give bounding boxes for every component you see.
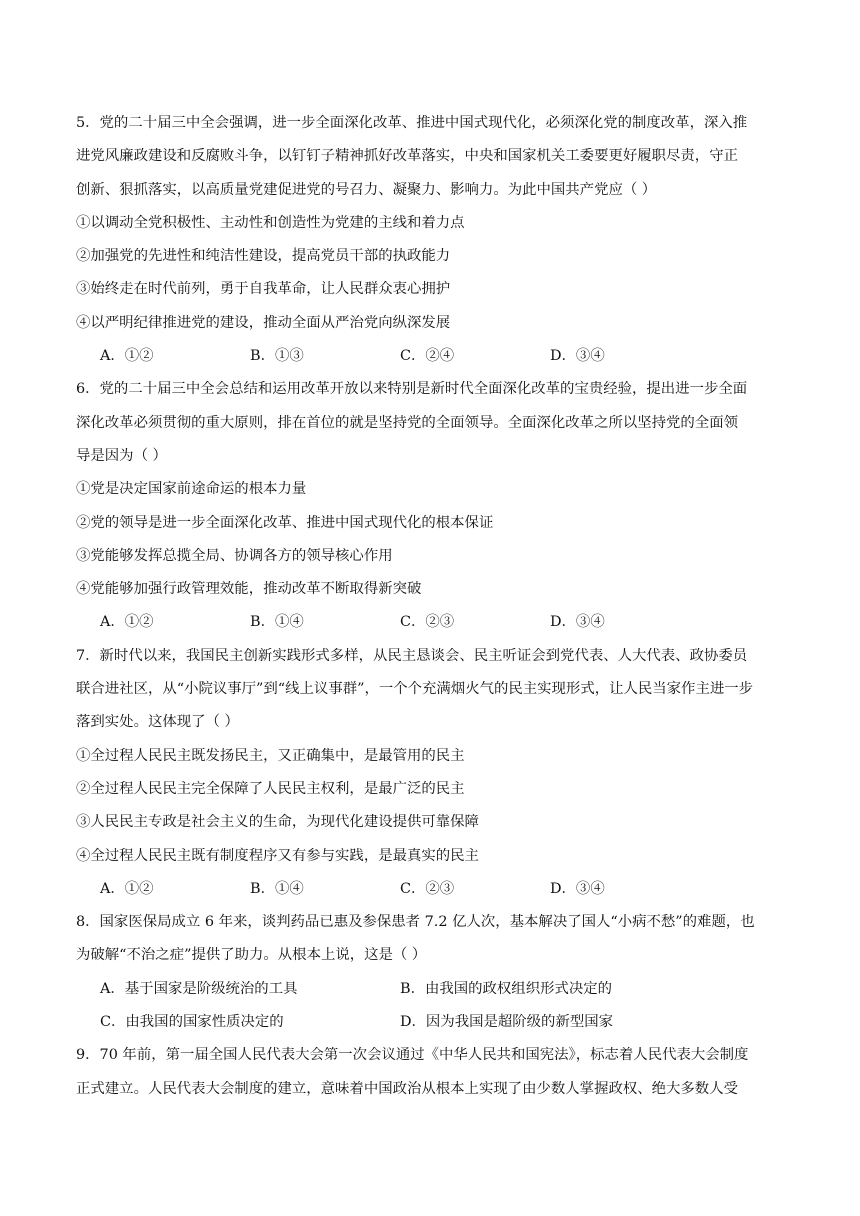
option-b: B．①③ — [250, 348, 304, 365]
option-c: C．由我国的国家性质决定的 — [100, 1014, 284, 1031]
question-text-line: 深化改革必须贯彻的重大原则，排在首位的就是坚持党的全面领导。全面深化改革之所以坚持党的全面领 — [76, 414, 738, 431]
option-c: C．②③ — [400, 880, 455, 897]
question-text-line: 8．国家医保局成立 6 年来，谈判药品已惠及参保患者 7.2 亿人次，基本解决了国人“小病不愁”的难题，也 — [76, 914, 755, 931]
statement: ④党能够加强行政管理效能，推动改革不断取得新突破 — [76, 581, 422, 598]
question-9 — [76, 1039, 788, 1106]
statement: ③人民民主专政是社会主义的生命，为现代化建设提供可靠保障 — [76, 814, 479, 831]
question-text-line: 9．70 年前，第一届全国人民代表大会第一次会议通过《中华人民共和国宪法》，标志着人民代表大会制度 — [76, 1047, 749, 1064]
option-a: A．①② — [100, 348, 154, 365]
statement: ③始终走在时代前列，勇于自我革命，让人民群众衷心拥护 — [76, 281, 451, 298]
answer-options — [76, 340, 788, 373]
answer-options — [76, 873, 788, 906]
statement: ②全过程人民民主完全保障了人民民主权利，是最广泛的民主 — [76, 780, 465, 797]
answer-options-row — [76, 1006, 788, 1039]
option-b: B．①④ — [250, 880, 304, 897]
question-8 — [76, 906, 788, 1039]
question-text-line: 导是因为（ ） — [76, 447, 167, 464]
statement: ④以严明纪律推进党的建设，推动全面从严治党向纵深发展 — [76, 314, 451, 331]
statement: ④全过程人民民主既有制度程序又有参与实践，是最真实的民主 — [76, 847, 479, 864]
question-6 — [76, 373, 788, 639]
question-text-line: 正式建立。人民代表大会制度的建立，意味着中国政治从根本上实现了由少数人掌握政权、绝大多数人受 — [76, 1080, 738, 1097]
question-5 — [76, 107, 788, 373]
option-d: D．③④ — [550, 614, 605, 631]
answer-options-row — [76, 973, 788, 1006]
option-d: D．③④ — [550, 880, 605, 897]
question-text-line: 进党风廉政建设和反腐败斗争，以钉钉子精神抓好改革落实，中央和国家机关工委要更好履职尽责，守正 — [76, 148, 738, 165]
option-d: D．因为我国是超阶级的新型国家 — [400, 1014, 614, 1031]
statement: ①以调动全党积极性、主动性和创造性为党建的主线和着力点 — [76, 214, 465, 231]
statement: ①全过程人民民主既发扬民主，又正确集中，是最管用的民主 — [76, 747, 465, 764]
question-text-line: 创新、狠抓落实，以高质量党建促进党的号召力、凝聚力、影响力。为此中国共产党应（ ） — [76, 181, 657, 198]
question-text-line: 落到实处。这体现了（ ） — [76, 714, 239, 731]
question-text-line: 联合进社区，从“小院议事厅”到“线上议事群”，一个个充满烟火气的民主实现形式，让人民当家作主进一步 — [76, 681, 754, 698]
option-a: A．①② — [100, 614, 154, 631]
option-b: B．①④ — [250, 614, 304, 631]
statement: ②党的领导是进一步全面深化改革、推进中国式现代化的根本保证 — [76, 514, 494, 531]
statement: ②加强党的先进性和纯洁性建设，提高党员干部的执政能力 — [76, 248, 451, 265]
question-text-line: 为破解“不治之症”提供了助力。从根本上说，这是（ ） — [76, 947, 427, 964]
question-text-line: 7．新时代以来，我国民主创新实践形式多样，从民主恳谈会、民主听证会到党代表、人大代表、政协委员 — [76, 647, 748, 664]
option-a: A．基于国家是阶级统治的工具 — [100, 980, 298, 997]
answer-options — [76, 606, 788, 639]
question-text-line: 6．党的二十届三中全会总结和运用改革开放以来特别是新时代全面深化改革的宝贵经验，提出进一步全面 — [76, 381, 748, 398]
option-b: B．由我国的政权组织形式决定的 — [400, 980, 613, 997]
question-7 — [76, 640, 788, 906]
statement: ③党能够发挥总揽全局、协调各方的领导核心作用 — [76, 547, 393, 564]
option-c: C．②③ — [400, 614, 455, 631]
option-a: A．①② — [100, 880, 154, 897]
statement: ①党是决定国家前途命运的根本力量 — [76, 481, 307, 498]
option-c: C．②④ — [400, 348, 455, 365]
question-text-line: 5．党的二十届三中全会强调，进一步全面深化改革、推进中国式现代化，必须深化党的制度改革，深入推 — [76, 115, 748, 131]
option-d: D．③④ — [550, 348, 605, 365]
